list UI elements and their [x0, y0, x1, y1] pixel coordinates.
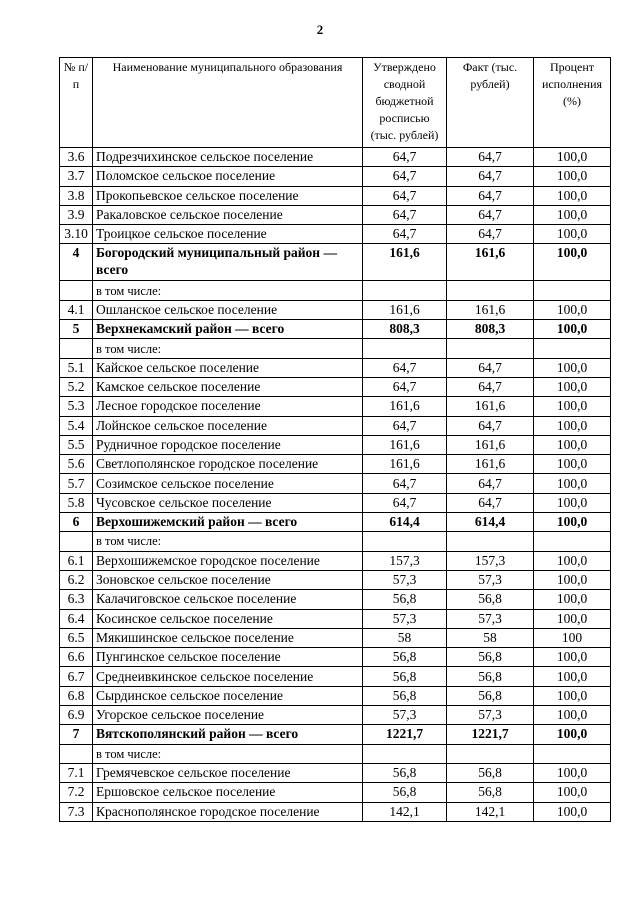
table-row	[60, 802, 611, 821]
approved-amount-cell: 614,4	[363, 513, 447, 532]
municipality-name-cell: Камское сельское поселение	[93, 377, 363, 396]
table-row	[60, 474, 611, 493]
percent-cell: 100,0	[534, 648, 611, 667]
table-row	[60, 397, 611, 416]
fact-amount-cell	[447, 532, 534, 551]
municipality-name-cell: Ошланское сельское поселение	[93, 300, 363, 319]
municipality-name-cell: Верхошижемское городское поселение	[93, 551, 363, 570]
table-row	[60, 455, 611, 474]
approved-amount-cell: 64,7	[363, 358, 447, 377]
table-row	[60, 358, 611, 377]
approved-amount-cell: 64,7	[363, 493, 447, 512]
table-row	[60, 167, 611, 186]
approved-amount-cell: 57,3	[363, 706, 447, 725]
row-number-cell	[60, 744, 93, 763]
row-number-cell: 6.8	[60, 686, 93, 705]
approved-amount-cell: 161,6	[363, 397, 447, 416]
municipality-name-cell: Прокопьевское сельское поселение	[93, 186, 363, 205]
fact-amount-cell: 64,7	[447, 474, 534, 493]
fact-amount-cell: 64,7	[447, 167, 534, 186]
percent-cell: 100,0	[534, 493, 611, 512]
percent-cell: 100,0	[534, 186, 611, 205]
approved-amount-cell: 1221,7	[363, 725, 447, 744]
approved-amount-cell: 64,7	[363, 167, 447, 186]
percent-cell: 100,0	[534, 205, 611, 224]
table-row	[60, 570, 611, 589]
fact-amount-cell: 56,8	[447, 686, 534, 705]
row-number-cell	[60, 532, 93, 551]
table-row	[60, 783, 611, 802]
row-number-cell: 5.6	[60, 455, 93, 474]
table-row	[60, 706, 611, 725]
municipality-name-cell: Ракаловское сельское поселение	[93, 205, 363, 224]
municipality-name-cell: Ершовское сельское поселение	[93, 783, 363, 802]
municipality-name-cell: Лойнское сельское поселение	[93, 416, 363, 435]
fact-amount-cell: 64,7	[447, 205, 534, 224]
approved-amount-cell: 57,3	[363, 570, 447, 589]
row-number-cell: 6.1	[60, 551, 93, 570]
approved-amount-cell: 64,7	[363, 416, 447, 435]
approved-amount-cell: 56,8	[363, 783, 447, 802]
approved-amount-cell: 64,7	[363, 377, 447, 396]
fact-amount-cell: 808,3	[447, 320, 534, 339]
percent-cell: 100,0	[534, 551, 611, 570]
table-row-total	[60, 320, 611, 339]
municipality-name-cell: Светлополянское городское поселение	[93, 455, 363, 474]
row-number-cell: 7.3	[60, 802, 93, 821]
fact-amount-cell	[447, 744, 534, 763]
percent-cell: 100,0	[534, 320, 611, 339]
percent-cell: 100,0	[534, 167, 611, 186]
row-number-cell: 5	[60, 320, 93, 339]
municipality-name-cell: Косинское сельское поселение	[93, 609, 363, 628]
percent-cell	[534, 339, 611, 358]
fact-amount-cell: 56,8	[447, 590, 534, 609]
row-number-cell: 5.5	[60, 435, 93, 454]
fact-amount-cell: 161,6	[447, 397, 534, 416]
row-number-cell: 3.9	[60, 205, 93, 224]
approved-amount-cell	[363, 281, 447, 300]
municipality-name-cell: в том числе:	[93, 281, 363, 300]
table-row-subheading	[60, 339, 611, 358]
approved-amount-cell: 64,7	[363, 148, 447, 167]
fact-amount-cell: 57,3	[447, 706, 534, 725]
table-row	[60, 225, 611, 244]
fact-amount-cell: 161,6	[447, 300, 534, 319]
fact-amount-cell: 56,8	[447, 648, 534, 667]
municipality-name-cell: Зоновское сельское поселение	[93, 570, 363, 589]
approved-amount-cell: 142,1	[363, 802, 447, 821]
row-number-cell: 6.3	[60, 590, 93, 609]
approved-amount-cell: 58	[363, 628, 447, 647]
municipality-name-cell: Вятскополянский район — всего	[93, 725, 363, 744]
table-row	[60, 686, 611, 705]
approved-amount-cell: 161,6	[363, 455, 447, 474]
row-number-cell: 5.7	[60, 474, 93, 493]
row-number-cell: 5.2	[60, 377, 93, 396]
percent-cell: 100,0	[534, 435, 611, 454]
municipality-name-cell: в том числе:	[93, 532, 363, 551]
percent-cell: 100,0	[534, 667, 611, 686]
percent-cell: 100,0	[534, 244, 611, 281]
percent-cell	[534, 744, 611, 763]
header-num: № п/п	[60, 58, 93, 148]
table-row-total	[60, 244, 611, 281]
table-row	[60, 551, 611, 570]
table-row	[60, 416, 611, 435]
municipality-name-cell: Гремячевское сельское поселение	[93, 763, 363, 782]
fact-amount-cell: 614,4	[447, 513, 534, 532]
percent-cell: 100,0	[534, 455, 611, 474]
municipality-name-cell: Созимское сельское поселение	[93, 474, 363, 493]
table-row	[60, 667, 611, 686]
percent-cell: 100,0	[534, 802, 611, 821]
table-row	[60, 628, 611, 647]
row-number-cell	[60, 281, 93, 300]
municipality-name-cell: Подрезчихинское сельское поселение	[93, 148, 363, 167]
municipality-name-cell: Верхнекамский район — всего	[93, 320, 363, 339]
row-number-cell: 7	[60, 725, 93, 744]
header-percent: Процент исполнения (%)	[534, 58, 611, 148]
row-number-cell	[60, 339, 93, 358]
fact-amount-cell	[447, 339, 534, 358]
approved-amount-cell: 161,6	[363, 244, 447, 281]
table-row	[60, 377, 611, 396]
table-row	[60, 763, 611, 782]
table-header-row	[60, 58, 611, 148]
percent-cell: 100,0	[534, 725, 611, 744]
approved-amount-cell: 56,8	[363, 667, 447, 686]
fact-amount-cell: 64,7	[447, 377, 534, 396]
percent-cell: 100,0	[534, 377, 611, 396]
percent-cell: 100,0	[534, 590, 611, 609]
fact-amount-cell: 64,7	[447, 186, 534, 205]
fact-amount-cell: 56,8	[447, 783, 534, 802]
fact-amount-cell: 64,7	[447, 493, 534, 512]
municipality-name-cell: Поломское сельское поселение	[93, 167, 363, 186]
fact-amount-cell: 64,7	[447, 416, 534, 435]
row-number-cell: 5.1	[60, 358, 93, 377]
row-number-cell: 6	[60, 513, 93, 532]
table-row	[60, 186, 611, 205]
approved-amount-cell: 64,7	[363, 225, 447, 244]
header-name: Наименование муниципального образования	[93, 58, 363, 148]
table-row-total	[60, 513, 611, 532]
table-row	[60, 493, 611, 512]
row-number-cell: 6.5	[60, 628, 93, 647]
table-row-total	[60, 725, 611, 744]
percent-cell: 100,0	[534, 416, 611, 435]
table-row	[60, 205, 611, 224]
percent-cell: 100,0	[534, 300, 611, 319]
fact-amount-cell: 56,8	[447, 763, 534, 782]
table-row	[60, 648, 611, 667]
municipality-name-cell: Чусовское сельское поселение	[93, 493, 363, 512]
percent-cell: 100,0	[534, 609, 611, 628]
percent-cell: 100,0	[534, 570, 611, 589]
header-fact: Факт (тыс. рублей)	[447, 58, 534, 148]
approved-amount-cell: 161,6	[363, 435, 447, 454]
municipality-name-cell: Среднеивкинское сельское поселение	[93, 667, 363, 686]
percent-cell: 100,0	[534, 706, 611, 725]
row-number-cell: 7.1	[60, 763, 93, 782]
row-number-cell: 3.6	[60, 148, 93, 167]
percent-cell	[534, 281, 611, 300]
fact-amount-cell: 161,6	[447, 244, 534, 281]
percent-cell: 100,0	[534, 225, 611, 244]
municipality-name-cell: Богородский муниципальный район — всего	[93, 244, 363, 281]
municipality-name-cell: Калачиговское сельское поселение	[93, 590, 363, 609]
budget-table	[59, 57, 611, 822]
municipality-name-cell: Троицкое сельское поселение	[93, 225, 363, 244]
row-number-cell: 6.9	[60, 706, 93, 725]
approved-amount-cell: 157,3	[363, 551, 447, 570]
municipality-name-cell: Верхошижемский район — всего	[93, 513, 363, 532]
table-row	[60, 590, 611, 609]
row-number-cell: 6.4	[60, 609, 93, 628]
approved-amount-cell: 56,8	[363, 648, 447, 667]
fact-amount-cell: 161,6	[447, 435, 534, 454]
municipality-name-cell: Рудничное городское поселение	[93, 435, 363, 454]
row-number-cell: 4	[60, 244, 93, 281]
fact-amount-cell: 157,3	[447, 551, 534, 570]
fact-amount-cell: 64,7	[447, 148, 534, 167]
fact-amount-cell: 142,1	[447, 802, 534, 821]
approved-amount-cell	[363, 339, 447, 358]
approved-amount-cell: 64,7	[363, 205, 447, 224]
table-row	[60, 148, 611, 167]
approved-amount-cell	[363, 744, 447, 763]
row-number-cell: 6.7	[60, 667, 93, 686]
municipality-name-cell: Пунгинское сельское поселение	[93, 648, 363, 667]
row-number-cell: 3.10	[60, 225, 93, 244]
fact-amount-cell: 56,8	[447, 667, 534, 686]
table-body	[60, 148, 611, 822]
approved-amount-cell: 161,6	[363, 300, 447, 319]
table-row-subheading	[60, 744, 611, 763]
fact-amount-cell: 64,7	[447, 225, 534, 244]
approved-amount-cell: 808,3	[363, 320, 447, 339]
table-row-subheading	[60, 281, 611, 300]
row-number-cell: 4.1	[60, 300, 93, 319]
percent-cell: 100,0	[534, 474, 611, 493]
page-number: 2	[316, 22, 324, 37]
row-number-cell: 3.7	[60, 167, 93, 186]
fact-amount-cell	[447, 281, 534, 300]
fact-amount-cell: 161,6	[447, 455, 534, 474]
approved-amount-cell	[363, 532, 447, 551]
row-number-cell: 5.8	[60, 493, 93, 512]
fact-amount-cell: 64,7	[447, 358, 534, 377]
approved-amount-cell: 56,8	[363, 763, 447, 782]
row-number-cell: 5.4	[60, 416, 93, 435]
percent-cell: 100,0	[534, 686, 611, 705]
municipality-name-cell: в том числе:	[93, 339, 363, 358]
percent-cell: 100,0	[534, 513, 611, 532]
header-approved: Утверждено сводной бюджетной росписью (тыс. рублей)	[363, 58, 447, 148]
percent-cell: 100,0	[534, 148, 611, 167]
percent-cell: 100,0	[534, 783, 611, 802]
approved-amount-cell: 56,8	[363, 590, 447, 609]
percent-cell: 100,0	[534, 358, 611, 377]
municipality-name-cell: Угорское сельское поселение	[93, 706, 363, 725]
table-row	[60, 609, 611, 628]
fact-amount-cell: 1221,7	[447, 725, 534, 744]
fact-amount-cell: 57,3	[447, 609, 534, 628]
row-number-cell: 7.2	[60, 783, 93, 802]
municipality-name-cell: в том числе:	[93, 744, 363, 763]
approved-amount-cell: 56,8	[363, 686, 447, 705]
row-number-cell: 6.6	[60, 648, 93, 667]
approved-amount-cell: 57,3	[363, 609, 447, 628]
table-row	[60, 300, 611, 319]
percent-cell: 100	[534, 628, 611, 647]
row-number-cell: 6.2	[60, 570, 93, 589]
percent-cell: 100,0	[534, 397, 611, 416]
fact-amount-cell: 58	[447, 628, 534, 647]
row-number-cell: 3.8	[60, 186, 93, 205]
municipality-name-cell: Лесное городское поселение	[93, 397, 363, 416]
row-number-cell: 5.3	[60, 397, 93, 416]
municipality-name-cell: Мякишинское сельское поселение	[93, 628, 363, 647]
municipality-name-cell: Сырдинское сельское поселение	[93, 686, 363, 705]
table-row	[60, 435, 611, 454]
municipality-name-cell: Краснополянское городское поселение	[93, 802, 363, 821]
approved-amount-cell: 64,7	[363, 186, 447, 205]
fact-amount-cell: 57,3	[447, 570, 534, 589]
table-row-subheading	[60, 532, 611, 551]
percent-cell: 100,0	[534, 763, 611, 782]
approved-amount-cell: 64,7	[363, 474, 447, 493]
percent-cell	[534, 532, 611, 551]
municipality-name-cell: Кайское сельское поселение	[93, 358, 363, 377]
